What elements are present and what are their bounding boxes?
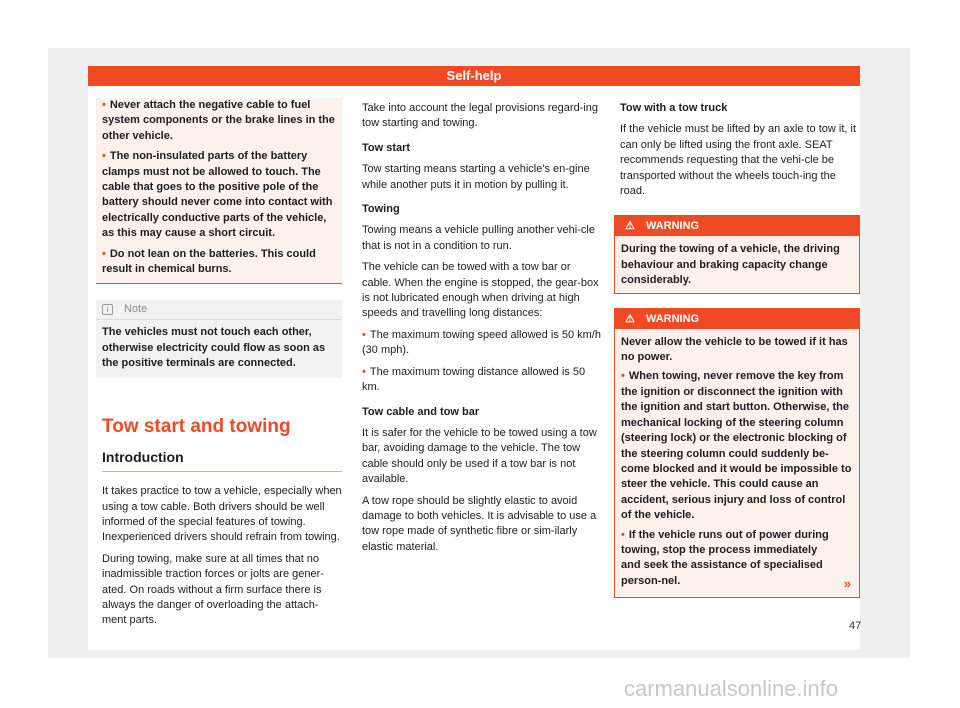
note-header [96,300,342,320]
column-left [102,98,342,635]
paragraph: The vehicle can be towed with a tow bar or cable. When the engine is stopped, the gear-box is not lubricated enough when driving at high speeds and travelling long distances: [362,261,599,320]
warning-label: WARNING [645,220,700,233]
warning-box [614,215,860,293]
warning-item: • When towing, never remove the key from the ignition or disconnect the ignition with the ignition and start button. Otherwise, the mechanical locking of the steering column (steering lock) or the electronic blocking of the steering column could suddenly be-come blocked and it would be impossible to steer the vehicle. This could cause an accident, serious injury and loss of control of the vehicle. [621,369,853,523]
paragraph: Towing means a vehicle pulling another vehi-cle that is not in a condition to run. [362,224,595,252]
section-heading: Tow start and towing [102,415,291,437]
warning-triangle-icon: ⚠ [625,312,635,325]
list-item: • The maximum towing speed allowed is 50 km/h (30 mph). [362,328,602,359]
caution-item: • Never attach the negative cable to fuel system components or the brake lines in the other vehicle. [102,98,336,144]
subsection-heading: Introduction [102,450,342,472]
warning-label: WARNING [645,312,700,325]
heading-tow-truck: Tow with a tow truck [620,102,728,114]
warning-box [614,308,860,599]
warning-text: During the towing of a vehicle, the driving behaviour and braking capacity change considerably. [621,243,840,287]
column-right [620,101,860,612]
caution-item: • Do not lean on the batteries. This could result in chemical burns. [102,247,336,278]
list-item: • The maximum towing distance allowed is 50 km. [362,365,602,396]
continue-arrow-icon: » [843,575,851,591]
paragraph: Tow starting means starting a vehicle's en-gine while another puts it in motion by pulling it. [362,163,590,191]
paragraph: It takes practice to tow a vehicle, especially when using a tow cable. Both drivers should be well informed of the special features of towing. Inexperienced drivers should refrain from towing. [102,485,342,544]
watermark: carmanualsonline.info [624,676,839,701]
heading-tow-start: Tow start [362,141,411,154]
warning-header [615,309,859,329]
warning-header [615,216,859,236]
note-box [96,300,342,377]
heading-towing: Towing [362,203,400,216]
note-label: Note [124,303,148,316]
column-middle [362,101,602,561]
warning-intro: Never allow the vehicle to be towed if it has no power. [621,335,848,364]
warning-item: • If the vehicle runs out of power during towing, stop the process immediately and seek the assistance of specialised person-nel. [621,528,853,590]
paragraph: A tow rope should be slightly elastic to avoid damage to both vehicles. It is advisable to use a tow rope made of synthetic fibre or sim-ilarly elastic material. [362,494,597,553]
caution-box [96,98,342,284]
section-header: Self-help [88,66,860,86]
info-icon: i [102,304,113,315]
warning-triangle-icon: ⚠ [625,220,635,233]
page-number: 47 [849,620,862,632]
caution-item: • The non-insulated parts of the battery clamps must not be allowed to touch. The cable that goes to the positive pole of the battery should never come into contact with electrically conductive parts of the vehicle, as this may cause a short circuit. [102,149,336,241]
paragraph: Take into account the legal provisions regard-ing tow starting and towing. [362,102,599,130]
note-text: The vehicles must not touch each other, otherwise electricity could flow as soon as the positive terminals are connected. [102,326,326,370]
paragraph: During towing, make sure at all times that no inadmissible traction forces or jolts are gener-ated. On roads without a firm surface there is always the danger of overloading the attach-ment parts. [102,552,324,627]
heading-tow-cable: Tow cable and tow bar [362,405,480,418]
paragraph: If the vehicle must be lifted by an axle to tow it, it can only be lifted using the front axle. SEAT recommends requesting that the vehi-cle be transported without the wheels touch-ing the road. [620,123,857,198]
paragraph: It is safer for the vehicle to be towed using a tow bar, avoiding damage to the vehicle. The tow cable should only be used if a tow bar is not available. [362,426,597,486]
warning-content [615,329,859,598]
